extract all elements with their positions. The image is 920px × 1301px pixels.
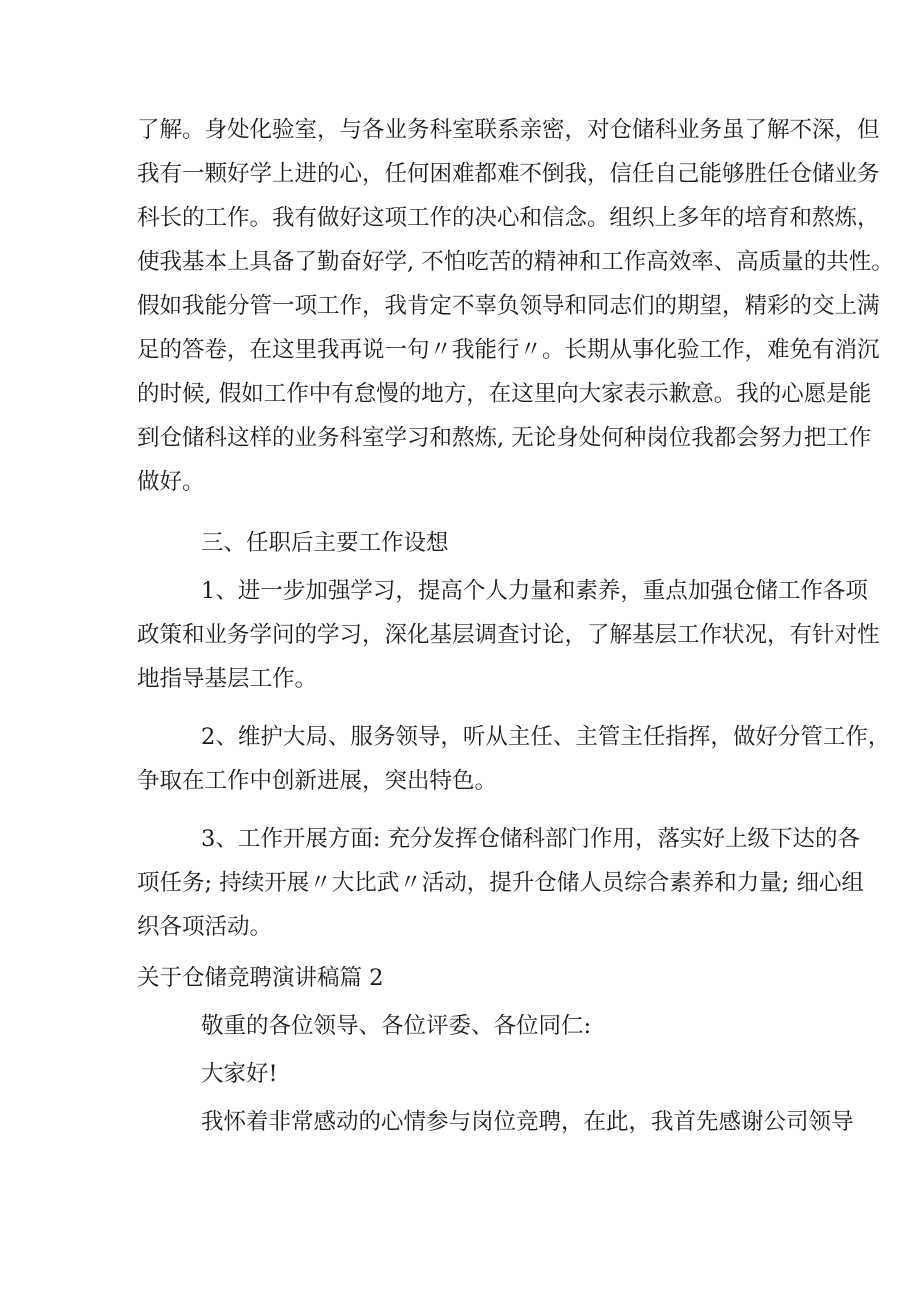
intro-line-5: 假如我能分管一项工作，我肯定不辜负领导和同志们的期望，精彩的交上满 [137, 293, 880, 319]
item1-line-2: 政策和业务学问的学习，深化基层调查讨论，了解基层工作状况，有针对性 [137, 622, 880, 648]
intro-line-6: 足的答卷，在这里我再说一句〃我能行〃。长期从事化验工作，难免有消沉 [137, 337, 880, 363]
article2-title: 关于仓储竞聘演讲稿篇 2 [137, 965, 384, 991]
opening-line: 我怀着非常感动的心情参与岗位竞聘，在此，我首先感谢公司领导 [201, 1109, 854, 1135]
intro-line-7: 的时候, 假如工作中有怠慢的地方，在这里向大家表示歉意。我的心愿是能 [137, 381, 872, 407]
section-heading: 三、任职后主要工作设想 [201, 530, 449, 556]
salutation: 敬重的各位领导、各位评委、各位同仁: [201, 1013, 592, 1039]
intro-line-9: 做好。 [137, 469, 205, 495]
intro-line-2: 我有一颗好学上进的心，任何困难都难不倒我，信任自己能够胜任仓储业务 [137, 161, 880, 187]
item3-line-2: 项任务; 持续开展〃大比武〃活动，提升仓储人员综合素养和力量; 细心组 [137, 870, 864, 896]
item1-line-1: 1、进一步加强学习，提高个人力量和素养，重点加强仓储工作各项 [201, 578, 868, 604]
item2-line-2: 争取在工作中创新进展，突出特色。 [137, 768, 498, 794]
item3-line-1: 3、工作开展方面: 充分发挥仓储科部门作用，落实好上级下达的各 [201, 826, 861, 852]
item1-line-3: 地指导基层工作。 [137, 666, 318, 692]
item3-line-3: 织各项活动。 [137, 914, 273, 940]
intro-line-3: 科长的工作。我有做好这项工作的决心和信念。组织上多年的培育和熬炼， [137, 205, 880, 231]
greeting: 大家好! [201, 1061, 278, 1087]
intro-line-8: 到仓储科这样的业务科室学习和熬炼, 无论身处何种岗位我都会努力把工作 [137, 425, 872, 451]
intro-line-4: 使我基本上具备了勤奋好学, 不怕吃苦的精神和工作高效率、高质量的共性。 [137, 249, 894, 275]
item2-line-1: 2、维护大局、服务领导，听从主任、主管主任指挥，做好分管工作， [201, 724, 891, 750]
intro-line-1: 了解。身处化验室，与各业务科室联系亲密，对仓储科业务虽了解不深，但 [137, 117, 880, 143]
